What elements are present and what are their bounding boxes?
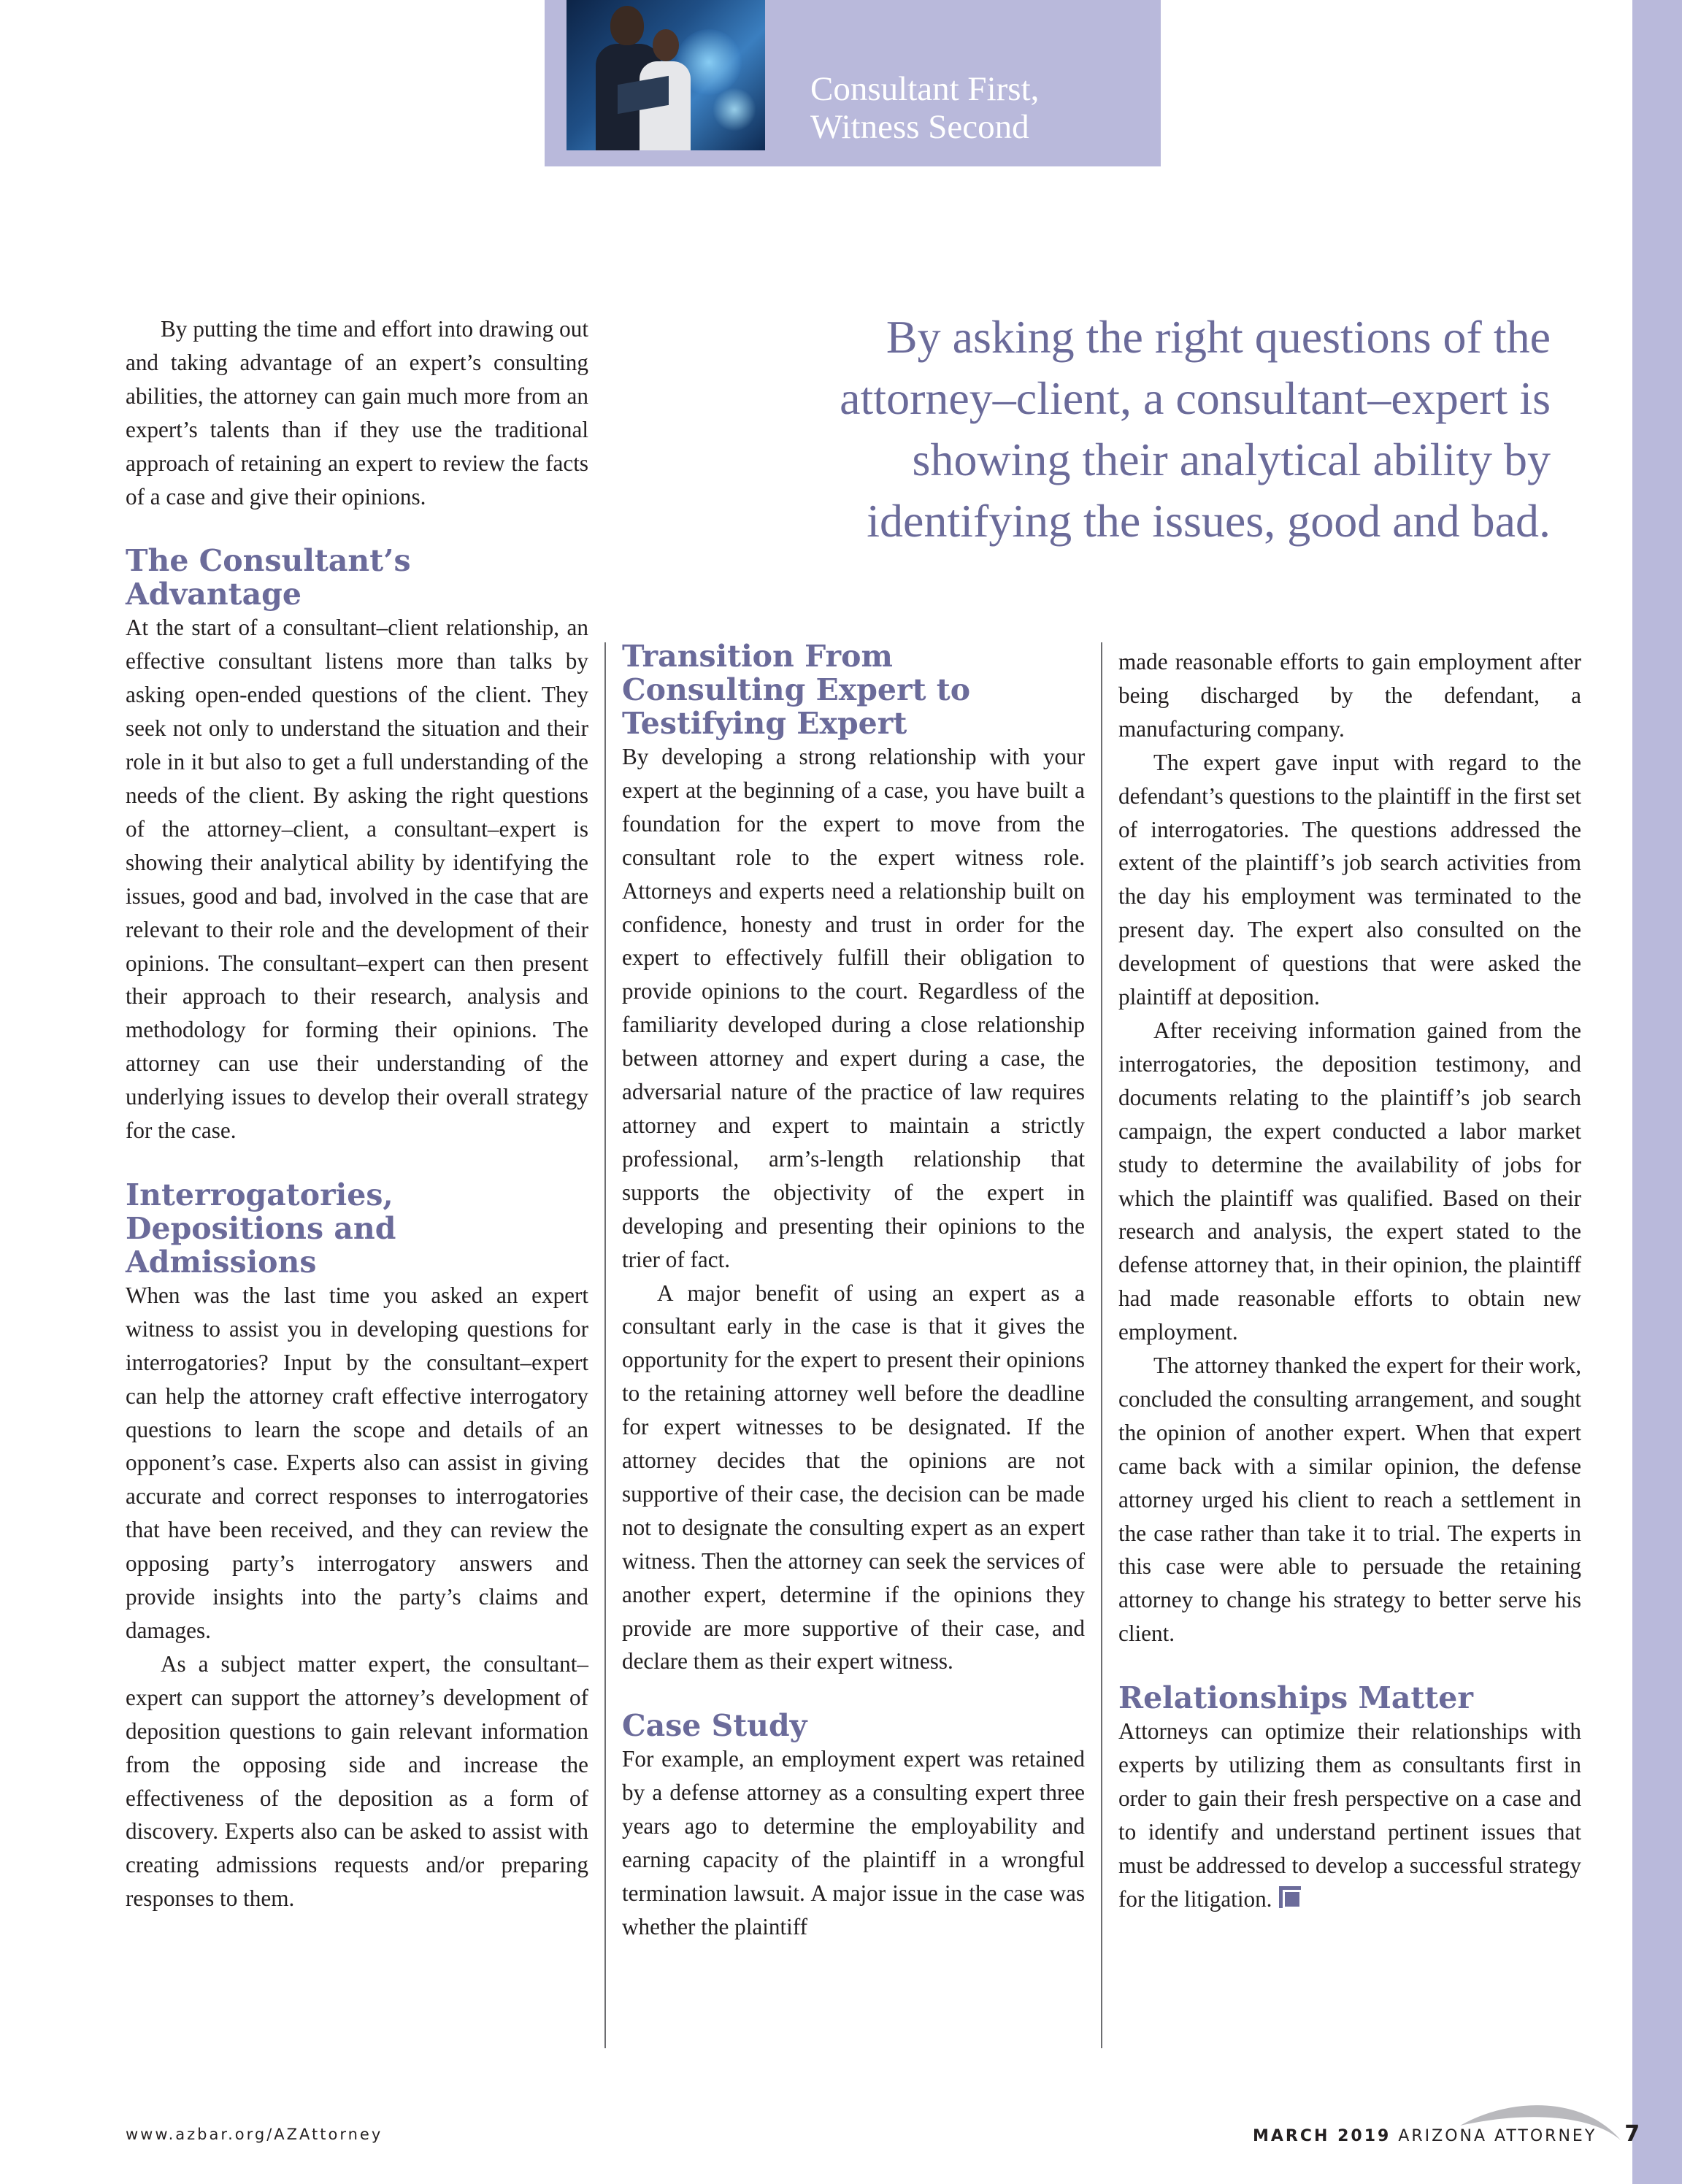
pull-quote-line3: showing their analytical ability by <box>912 434 1551 485</box>
advantage-paragraph: At the start of a consultant–client relationship, an effective consultant listens more than talks by asking open-ended questions of the client. They seek not only to understand the situation and their role in it but also to get a full understanding of the needs of the client. By asking the right questions of the attorney–client, a consultant–expert is showing their analytical ability by identifying the issues, good and bad, involved in the case that are relevant to their role and the development of their opinions. The consultant–expert can then present their approach to their research, analysis and methodology for forming their opinions. The attorney can use their understanding of the underlying issues to develop their overall strategy for the case. <box>126 615 588 1144</box>
relationships-text: Attorneys can optimize their relationships with experts by utilizing them as consultants first in order to gain their fresh perspective on a case and to identify and understand pertinent issues that must be addressed to develop a successful strategy for the litigation. <box>1118 1718 1581 1912</box>
case-study-continued: made reasonable efforts to gain employment after being discharged by the defendant, a manufacturing company. <box>1118 649 1581 742</box>
page-number: 7 <box>1624 2121 1640 2147</box>
article-title <box>810 70 1039 146</box>
article-title-line1: Consultant First, <box>810 70 1040 108</box>
article-banner <box>545 0 1161 166</box>
heading-transition: Transition From Consulting Expert to Testifying Expert <box>622 639 971 741</box>
transition-paragraph-2: A major benefit of using an expert as a consultant early in the case is that it gives the opportunity for the expert to present their opinions to the retaining attorney well before the deadline for expert witnesses to be designated. If the attorney decides that the opinions are not supportive of their case, the decision can be made not to designate the consulting expert as an expert witness. Then the attorney can seek the services of another expert, determine if the opinions they provide are more supportive of their case, and declare them as their expert witness. <box>622 1280 1085 1674</box>
column-divider-2 <box>1101 642 1102 2048</box>
footer-magazine-name: ARIZONA ATTORNEY <box>1398 2127 1597 2145</box>
case-study-paragraph-2: The expert gave input with regard to the defendant’s questions to the plaintiff in the first set of interrogatories. The questions addressed the extent of the plaintiff’s job search activities from the day his employment was terminated to the present day. The expert also consulted on the development of questions that were asked the plaintiff at deposition. <box>1118 749 1581 1010</box>
interrogatories-paragraph-1: When was the last time you asked an expert witness to assist you in developing questions for interrogatories? Input by the consultant–expert can help the attorney craft effective interrogatory questions to learn the scope and details of an opponent’s case. Experts also can assist in giving accurate and correct responses to interrogatories that have been received, and they can review the opposing party’s interrogatory answers and provide insights into the party’s claims and damages. <box>126 1282 588 1643</box>
heading-case-study: Case Study <box>622 1708 807 1744</box>
case-study-paragraph-3: After receiving information gained from the interrogatories, the deposition testimony, and documents relating to the plaintiff’s job search campaign, the expert conducted a labor market study to determine the availability of jobs for which the plaintiff was qualified. Based on their research and analysis, the expert stated to the defense attorney that, in their opinion, the plaintiff had made reasonable efforts to obtain new employment. <box>1118 1017 1581 1345</box>
pull-quote-line1: By asking the right questions of the <box>886 311 1551 363</box>
case-study-paragraph-4: The attorney thanked the expert for their work, concluded the consulting arrangement, and sought the opinion of another expert. When that expert came back with a similar opinion, the defense attorney urged his client to reach a settlement in the case rather than take it to trial. The experts in this case were able to persuade the retaining attorney to change his strategy to better serve his client. <box>1118 1353 1581 1647</box>
footer-issue <box>1253 2121 1640 2147</box>
pull-quote-line2: attorney–client, a consultant–expert is <box>840 372 1551 424</box>
article-title-line2: Witness Second <box>810 108 1029 146</box>
relationships-paragraph <box>1118 1715 1581 1915</box>
heading-relationships: Relationships Matter <box>1118 1680 1473 1716</box>
heading-interrogatories: Interrogatories, Depositions and Admissions <box>126 1177 396 1280</box>
right-edge-band <box>1632 0 1682 2184</box>
pull-quote-line4: identifying the issues, good and bad. <box>867 495 1551 547</box>
column-2 <box>622 639 1085 1944</box>
transition-paragraph-1: By developing a strong relationship with your expert at the beginning of a case, you have built a foundation for the expert to move from the consultant role to the expert witness role. Attorneys and experts need a relationship built on confidence, honesty and trust in order for the expert to effectively fulfill their obligation to provide opinions to the court. Regardless of the familiarity developed during a close relationship between attorney and expert during a case, the adversarial nature of the practice of law requires attorney and expert to maintain a strictly professional, arm’s-length relationship that supports the objectivity of the expert in developing and presenting their opinions to the trier of fact. <box>622 744 1085 1272</box>
heading-consultants-advantage: The Consultant’s Advantage <box>126 543 411 612</box>
column-1 <box>126 312 588 1915</box>
end-of-article-icon <box>1279 1886 1301 1908</box>
column-3 <box>1118 645 1581 1916</box>
pull-quote <box>730 307 1551 552</box>
footer-issue-date: MARCH 2019 <box>1253 2127 1391 2145</box>
banner-photo <box>567 0 765 150</box>
footer-website[interactable]: www.azbar.org/AZAttorney <box>126 2126 383 2143</box>
intro-paragraph: By putting the time and effort into drawing out and taking advantage of an expert’s consulting abilities, the attorney can gain much more from an expert’s talents than if they use the traditional approach of retaining an expert to review the facts of a case and give their opinions. <box>126 316 588 510</box>
column-divider-1 <box>604 642 606 2048</box>
interrogatories-paragraph-2: As a subject matter expert, the consultant–expert can support the attorney’s development of deposition questions to gain relevant information from the opposing side and increase the effectiveness of the deposition as a form of discovery. Experts also can be asked to assist with creating admissions requests and/or preparing responses to them. <box>126 1650 588 1912</box>
case-study-paragraph-1: For example, an employment expert was retained by a defense attorney as a consulting expert three years ago to determine the employability and earning capacity of the plaintiff in a wrongful termination lawsuit. A major issue in the case was whether the plaintiff <box>622 1746 1085 1939</box>
